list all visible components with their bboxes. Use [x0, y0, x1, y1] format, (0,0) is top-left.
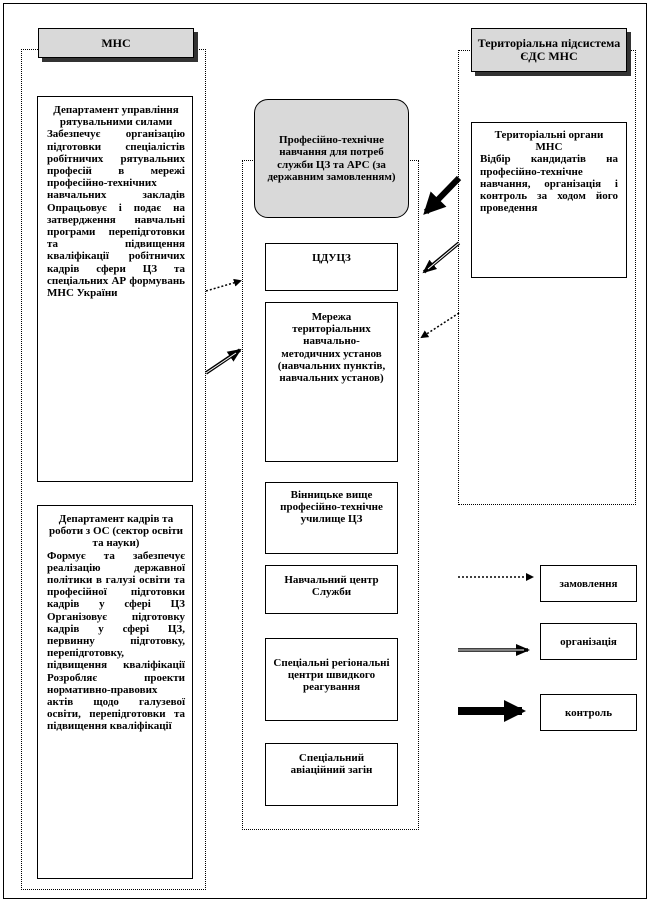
- center-box-aviation-label: Спеціальний авіаційний загін: [290, 752, 373, 777]
- dept-cadres-title: Департамент кадрів та роботи з ОС (сектор освіти та науки): [48, 513, 184, 550]
- dept-management-body: Забезпечує організацію підготовки спеціалістів робітничих рятувальних професій в мережі професійно-технічних навчальних закладів Опрацьовує і подає на затвердження навчальні програми перепідготовки та підвищення кваліфікації робітничих кадрів сфери ЦЗ та спеціальних АР формувань МНС України: [47, 128, 185, 300]
- dept-cadres-body: Формує та забезпечує реалізацію державної політики в галузі освіти та професійної підготовки кадрів у сфері ЦЗ Організовує підготовку кадрів у сфері ЦЗ, первинну підготовку, перепідготовку, підвищення кваліфікації Розробляє проекти нормативно-правових актів щодо галузевої освіти, перепідготовки та підвищення кваліфікації: [47, 549, 185, 733]
- territorial-header: Територіальна підсистема ЄДС МНС: [471, 28, 627, 72]
- arrow-control-right: [426, 178, 459, 212]
- center-box-network-label: Мережа територіальних навчально-методичних установ (навчальних пунктів, навчальних установ): [277, 311, 386, 385]
- arrow-order-right: [422, 313, 459, 337]
- legend-organization-box: організація: [540, 623, 637, 660]
- mns-header: МНС: [38, 28, 194, 58]
- center-box-vinnytsia-label: Вінницьке вище професійно-технічне училище ЦЗ: [280, 489, 383, 526]
- legend-control-box: контроль: [540, 694, 637, 731]
- center-box-training-center-label: Навчальний центр Служби: [284, 574, 379, 599]
- center-box-rapid-response-label: Спеціальні регіональні центри швидкого реагування: [273, 657, 390, 694]
- dept-management-title: Департамент управління рятувальними силами: [53, 104, 179, 129]
- center-header-title: Професійно-технічне навчання для потреб служби ЦЗ та АРС (за державним замовленням): [267, 134, 396, 183]
- arrow-order-left: [206, 281, 240, 291]
- territorial-body-text: Відбір кандидатів на професійно-технічне навчання, організація і контроль за ходом його проведення: [480, 153, 618, 215]
- territorial-body-title: Територіальні органи МНС: [494, 129, 604, 154]
- legend-order-box: замовлення: [540, 565, 637, 602]
- center-box-cduzz-label: ЦДУЦЗ: [312, 252, 351, 264]
